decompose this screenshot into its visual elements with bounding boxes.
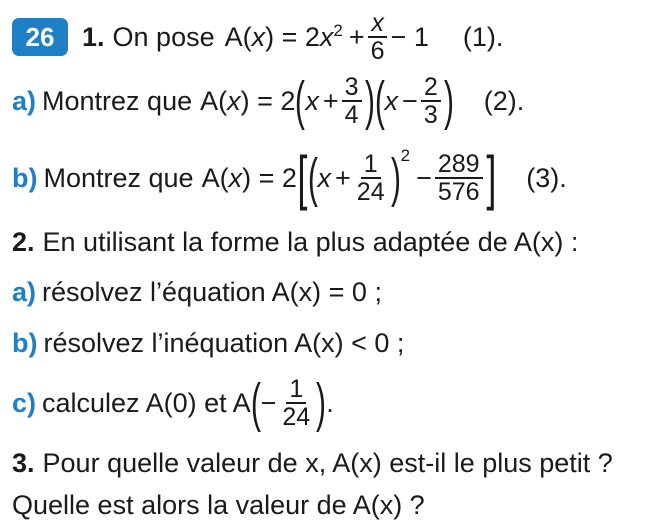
q3-line2: Quelle est alors la valeur de A(x) ? (12, 490, 425, 520)
q3-line1: Pour quelle valeur de x, A(x) est-il le plus petit ? (42, 448, 613, 478)
q1a-tag: (2). (483, 85, 525, 116)
q1a-label: a) (12, 85, 37, 116)
q1a-expr: A(x) = 2 (200, 85, 296, 116)
q2c-text: calculez A(0) et A (42, 387, 251, 418)
minus-one: − 1 (390, 21, 429, 52)
q2-text: En utilisant la forme la plus adaptée de A(x) : (42, 227, 579, 257)
q1-expr-left: $A(x) = 2x^2$ (224, 20, 343, 52)
q1b-expr: A(x) = 2 (201, 162, 297, 193)
q3-label: 3. (12, 448, 35, 478)
fraction-1-over-24: $\frac{1}{24}$ (356, 149, 385, 206)
q1-label: 1. (82, 21, 105, 52)
fraction-3-over-4: $\frac{3}{4}$ (342, 74, 362, 129)
fraction-289-over-576: $\frac{289}{576}$ (435, 151, 483, 206)
fraction-2-over-3: $\frac{2}{3}$ (421, 74, 441, 129)
q1a-text: Montrez que (42, 85, 193, 116)
question-2c-line: c) calculez A(0) et A ( − $\frac{1}{24}$ ) . (12, 373, 334, 434)
question-1-line (12, 10, 503, 65)
q2a-label: a) (12, 277, 37, 307)
fraction-1-over-24-c: $\frac{1}{24}$ (282, 375, 311, 432)
q2b-text: résolvez l’inéquation A(x) < 0 ; (43, 328, 405, 358)
plus-sign: + (348, 21, 365, 52)
question-2-line (12, 227, 578, 258)
q2-label: 2. (12, 227, 35, 257)
q1b-tag: (3). (526, 162, 567, 193)
q2c-label: c) (12, 387, 37, 418)
question-3-line-2 (12, 490, 425, 521)
q1-intro: On pose (112, 21, 215, 52)
question-1a-line: a) Montrez que A(x) = 2 ( x + $\frac{3}{4}$ ) ( x − $\frac{2}{3}$ ) (2). (12, 71, 525, 132)
q2a-text: résolvez l’équation A(x) = 0 ; (42, 277, 382, 307)
fraction-x-over-6: $\frac{x}{6}$ (368, 10, 388, 65)
q2b-label: b) (12, 328, 38, 358)
question-1b-line: b) Montrez que A(x) = 2 [ ( x + $\frac{1}{24}$ ) 2 − $\frac{289}{576}$ ] (3). (12, 144, 567, 211)
question-2b-line (12, 328, 404, 359)
question-3-line (12, 448, 613, 479)
exercise-number-badge: 26 (12, 18, 68, 56)
question-2a-line (12, 277, 382, 308)
q1-tag: (1). (462, 21, 504, 52)
q1b-label: b) (12, 162, 38, 193)
q1b-text: Montrez que (43, 162, 194, 193)
